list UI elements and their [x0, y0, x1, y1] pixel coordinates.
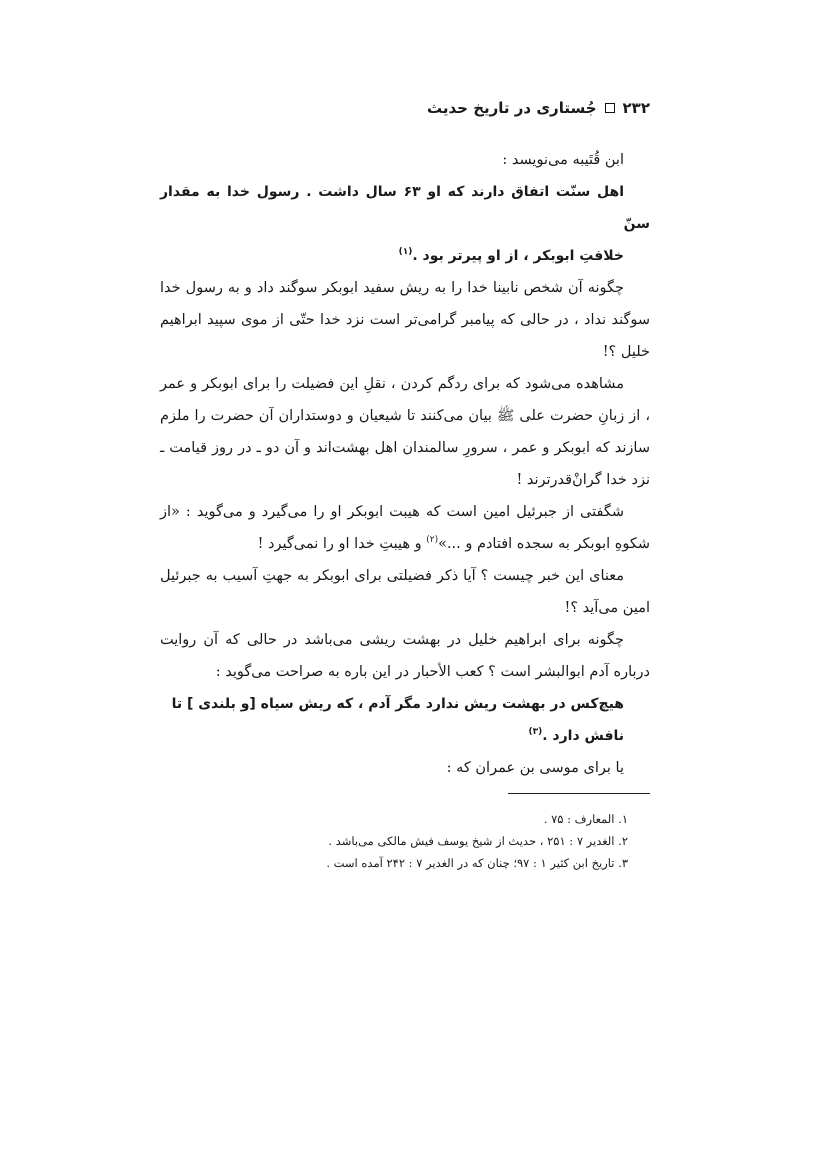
- main-text: [160, 144, 650, 784]
- footnote-marker[interactable]: (۲): [426, 535, 439, 545]
- square-ornament-icon: [605, 103, 615, 113]
- page-number: ۲۳۲: [622, 99, 650, 117]
- running-header: [160, 99, 650, 117]
- paragraph: [160, 496, 650, 560]
- footnotes: [160, 808, 650, 874]
- paragraph: چگونه برای ابراهیم خلیل در بهشت ریشی می‌باشد در حالی که آن روایت درباره آدم ابوالبشر است ؟ کعب الأحبار در این باره به صراحت می‌گوید :: [160, 632, 650, 680]
- footnote-marker[interactable]: (۱): [398, 247, 413, 257]
- quotation-line: [160, 240, 650, 272]
- paragraph-text: شگفتی از جبرئیل امین است که هیبت ابوبکر او را می‌گیرد و می‌گوید : «از شکوهِ ابوبکر به سجده افتادم و ...»: [160, 504, 650, 552]
- paragraph: یا برای موسی بن عمران که :: [446, 760, 624, 776]
- running-title: جُستاری در تاریخ حدیث: [426, 99, 597, 117]
- quotation-line: هیچ‌کس در بهشت ریش ندارد مگر آدم ، که ریش سیاه [و بلندی ] تا: [171, 696, 624, 712]
- paragraph: چگونه آن شخص نابینا خدا را به ریش سفید ابوبکر سوگند داد و به رسول خدا سوگند نداد ، در حالی که پیامبر گرامی‌تر است نزد خدا حتّی از موی سپید ابراهیم خلیل ؟!: [160, 280, 650, 360]
- footnote-marker[interactable]: (۳): [528, 727, 543, 737]
- quotation-text: خلافتِ ابوبکر ، از او پیرتر بود .: [412, 248, 624, 264]
- quotation-line: اهل سنّت اتفاق دارند که او ۶۳ سال داشت . رسول خدا به مقدار سنّ: [160, 184, 650, 232]
- footnote: ۱. المعارف : ۷۵ .: [543, 812, 628, 826]
- footnote: ۲. الغدیر ۷ : ۲۵۱ ، حدیث از شیخ یوسف فیش مالکی می‌باشد .: [328, 834, 628, 848]
- footnote: ۳. تاریخ ابن کثیر ۱ : ۹۷؛ چنان که در الغدیر ۷ : ۲۴۲ آمده است .: [326, 856, 628, 870]
- quotation-line: [160, 720, 650, 752]
- quotation-text: نافش دارد .: [542, 728, 624, 744]
- paragraph: ابن قُتَیبه می‌نویسد :: [502, 152, 624, 168]
- paragraph-text: و هیبتِ خدا او را نمی‌گیرد !: [257, 536, 427, 552]
- paragraph: مشاهده می‌شود که برای ردگم کردن ، نقلِ این فضیلت را برای ابوبکر و عمر ، از زبانِ حضرت علی ﷺ بیان می‌کنند تا شیعیان و دوستداران آن حضرت را ملزم سازند که ابوبکر و عمر ، سرورِ سالمندان اهل بهشت‌اند و آن دو ـ در روز قیامت ـ نزد خدا گرانْ‌قدرترند !: [160, 376, 650, 488]
- footnote-divider: [508, 793, 650, 794]
- paragraph: معنای این خبر چیست ؟ آیا ذکر فضیلتی برای ابوبکر به جهتِ آسیب به جبرئیل امین می‌آید ؟!: [160, 568, 650, 616]
